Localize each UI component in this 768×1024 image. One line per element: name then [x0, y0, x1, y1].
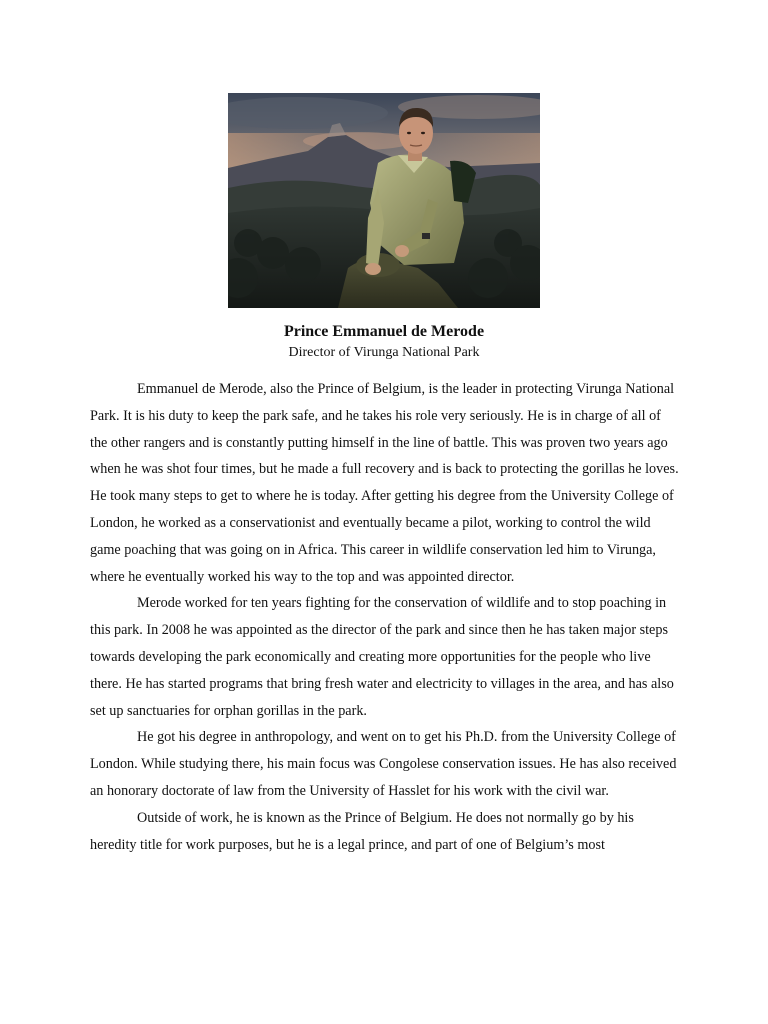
article-body [90, 376, 680, 858]
paragraph-2: Merode worked for ten years fighting for the conservation of wildlife and to stop poaching in this park. In 2008 he was appointed as the director of the park and since then he has taken major steps towards developing the park economically and creating more opportunities for the people who live there. He has started programs that bring fresh water and electricity to villages in the area, and has also set up sanctuaries for orphan gorillas in the park. [90, 595, 674, 719]
portrait-photo [228, 93, 540, 308]
paragraph-1: Emmanuel de Merode, also the Prince of Belgium, is the leader in protecting Virunga National Park. It is his duty to keep the park safe, and he takes his role very seriously. He is in charge of all of the other rangers and is constantly putting himself in the line of battle. This was proven two years ago when he was shot four times, but he made a full recovery and is back to protecting the gorillas he loves. He took many steps to get to where he is today. After getting his degree from the University College of London, he worked as a conservationist and eventually became a pilot, working to control the wild game poaching that was going on in Africa. This career in wildlife conservation led him to Virunga, where he eventually worked his way to the top and was appointed director. [90, 381, 679, 585]
paragraph-3: He got his degree in anthropology, and went on to get his Ph.D. from the University College of London. While studying there, his main focus was Congolese conservation issues. He has also received an honorary doctorate of law from the University of Hasslet for his work with the civil war. [90, 729, 677, 799]
portrait-illustration [228, 93, 540, 308]
person-name-heading: Prince Emmanuel de Merode [283, 323, 485, 340]
person-role-subtitle: Director of Virunga National Park [288, 345, 480, 360]
paragraph-4: Outside of work, he is known as the Prince of Belgium. He does not normally go by his heredity title for work purposes, but he is a legal prince, and part of one of Belgium’s most [90, 809, 634, 853]
